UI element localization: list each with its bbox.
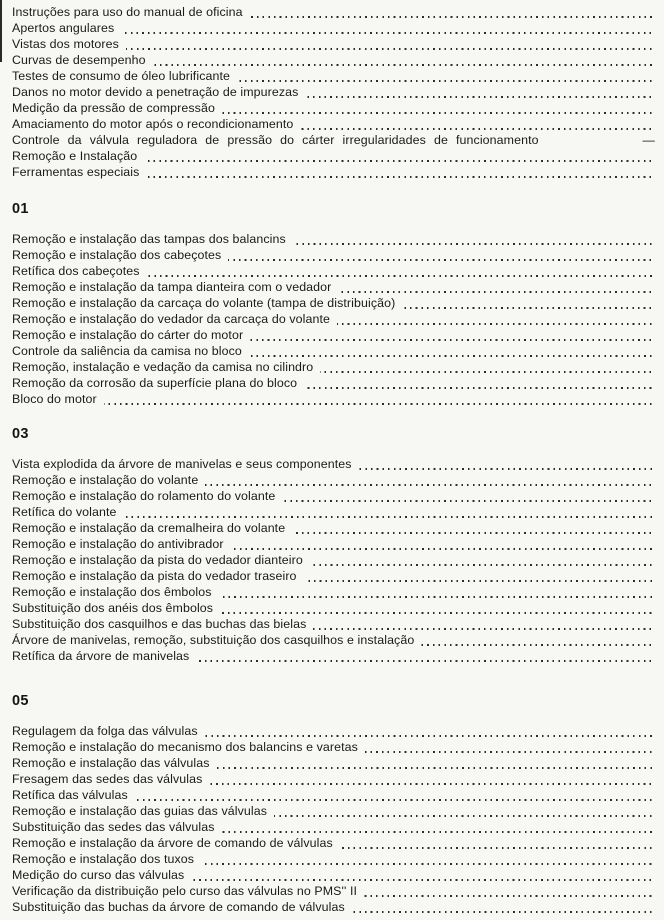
toc-entry [12,569,655,585]
toc-entry-label: Remoção e instalação dos tuxos [12,852,195,866]
toc-entry [12,344,655,360]
dotted-leader [340,847,654,849]
dotted-leader [222,831,654,833]
toc-entry-label: Retífica dos cabeçotes [12,264,140,278]
toc-entry-label: Remoção e instalação do vedador da carcaça do volante [12,312,331,326]
toc-entry [12,633,655,649]
toc-entry [12,521,655,537]
toc-entry-label: Medição do curso das válvulas [12,868,185,882]
toc-entry-label: Remoção e instalação dos cabeçotes [12,248,222,262]
dotted-leader [121,32,654,34]
toc-entry-label: Remoção e instalação da pista do vedador dianteiro [12,553,303,567]
toc-entry-label: Curvas de desempenho [12,53,146,67]
toc-entry-label: Retífica da árvore de manivelas [12,649,190,663]
toc-entry-label: Remoção e instalação das guias das válvulas [12,804,268,818]
toc-entry-label: Remoção e instalação do rolamento do volante [12,489,276,503]
toc-entry-label: Retífica das válvulas [12,788,128,802]
dotted-leader [338,291,654,293]
scan-edge-artifact [0,0,2,62]
toc-entry-label: Vista explodida da árvore de manivelas e seus componentes [12,457,352,471]
toc-entry-label: Ferramentas especiais [12,165,140,179]
toc-entry [12,649,655,665]
toc-entry-label: Controle da saliência da camisa no bloco [12,344,242,358]
toc-entries [12,232,655,408]
toc-entry [12,312,655,328]
dotted-leader [305,96,654,98]
toc-entry-label: Medição da pressão de compressão [12,101,215,115]
toc-entry [12,884,655,900]
toc-entry-label: Vistas dos motores [12,37,119,51]
toc-entry-label: Danos no motor devido a penetração de impurezas [12,85,299,99]
toc-entry-label: Remoção e instalação do antivibrador [12,537,224,551]
toc-entry-label: Remoção e instalação do mecanismo dos balancins e varetas [12,740,358,754]
dotted-leader [300,128,654,130]
toc-entry-label: Apertos angulares [12,21,115,35]
toc-entry [12,117,655,133]
toc-entry [12,601,655,617]
toc-entry-label: Árvore de manivelas, remoção, substituição dos casquilhos e instalação [12,633,415,647]
toc-entry-label: Remoção e instalação da tampa dianteira com o vedador [12,280,332,294]
dotted-leader [196,660,654,662]
toc-entry [12,5,655,21]
toc-entries [12,457,655,665]
toc-entry-label: Verificação da distribuição pelo curso das válvulas no PMS'' II [12,884,358,898]
toc-entry-label: Amaciamento do motor após o recondicionamento [12,117,294,131]
dotted-leader [310,564,654,566]
dotted-leader [220,612,654,614]
toc-entry-label: Remoção e Instalação [12,149,138,163]
dotted-leader [104,403,654,405]
toc-entry-label: Remoção e instalação da pista do vedador traseiro [12,569,297,583]
dotted-leader [219,596,655,598]
toc-entry [12,280,655,296]
toc-entry-label: Bloco do motor [12,392,97,406]
toc-entry [12,392,655,408]
dotted-leader [209,783,654,785]
section-heading-01: 01 [12,201,29,217]
toc-entry [12,360,655,376]
toc-entry [12,473,655,489]
toc-entry-label: Remoção da corrosão da superfície plana do bloco [12,376,298,390]
dotted-leader [191,879,654,881]
toc-entry [12,457,655,473]
toc-entry [12,37,655,53]
dotted-leader [250,339,654,341]
toc-entry-label: Substituição dos casquilhos e das buchas das bielas [12,617,307,631]
table-of-contents [12,5,655,916]
toc-entry [12,804,655,820]
toc-entry [12,328,655,344]
toc-entry [12,740,655,756]
dotted-leader [144,160,654,162]
toc-entry [12,724,655,740]
dotted-leader [153,64,654,66]
toc-entry-label: Substituição das sedes das válvulas [12,820,215,834]
toc-entry [12,537,655,553]
toc-entry-label: Remoção e instalação dos êmbolos [12,585,212,599]
dotted-leader [304,387,654,389]
toc-entry [12,85,655,101]
toc-entry [12,165,655,181]
toc-entry-label: Testes de consumo de óleo lubrificante [12,69,231,83]
toc-entry [12,376,655,392]
toc-entry [12,868,655,884]
toc-entry [12,69,655,85]
dotted-leader [249,355,654,357]
dotted-leader [201,863,654,865]
toc-entry-label: Remoção e instalação da carcaça do volante (tampa de distribuição) [12,296,396,310]
dotted-leader [237,80,654,82]
toc-entry [12,21,655,37]
toc-entry-label: Fresagem das sedes das válvulas [12,772,203,786]
toc-entry [12,505,655,521]
dotted-leader [359,468,654,470]
trailing-dash: — [642,133,655,147]
toc-entry-label: Remoção e instalação da cremalheira do volante [12,521,286,535]
toc-entries [12,724,655,916]
dotted-leader [146,176,654,178]
toc-entry [12,617,655,633]
dotted-leader [292,532,654,534]
toc-entry-label: Retífica do volante [12,505,117,519]
toc-entry [12,248,655,264]
dotted-leader [365,751,654,753]
dotted-leader [217,767,654,769]
toc-entry-label: Remoção, instalação e vedação da camisa no cilindro [12,360,314,374]
toc-entry-label: Controle da válvula reguladora de pressão do cárter irregularidades de funcionamento [12,133,539,147]
toc-entry-label: Instruções para uso do manual de oficina [12,5,243,19]
dotted-leader [126,48,654,50]
section-heading-05: 05 [12,693,29,709]
toc-section-01 [12,200,655,408]
toc-entry [12,53,655,69]
dotted-leader [352,911,654,913]
dotted-leader [147,275,654,277]
toc-entry [12,836,655,852]
dotted-leader [135,799,654,801]
toc-entry [12,149,655,165]
toc-entry-label: Remoção e instalação do cárter do motor [12,328,244,342]
toc-entry [12,101,655,117]
toc-entry [12,820,655,836]
toc-entry [12,900,655,916]
dotted-leader [293,243,654,245]
toc-entry [12,489,655,505]
toc-entry-label: Substituição das buchas da árvore de comando de válvulas [12,900,345,914]
dotted-leader [124,516,654,518]
dotted-leader [320,371,654,373]
dotted-leader [402,307,654,309]
toc-section-03 [12,425,655,665]
toc-entry [12,772,655,788]
dotted-leader [337,323,654,325]
toc-entry [12,232,655,248]
toc-entry-label: Remoção e instalação da árvore de comando de válvulas [12,836,333,850]
toc-entry [12,296,655,312]
dotted-leader [231,548,654,550]
toc-entry-label: Remoção e instalação do volante [12,473,199,487]
dotted-leader [205,484,654,486]
toc-entry [12,553,655,569]
toc-entry-label: Substituição dos anéis dos êmbolos [12,601,214,615]
toc-entry [12,852,655,868]
dotted-leader [274,815,654,817]
toc-entry-label: Regulagem da folga das válvulas [12,724,198,738]
dotted-leader [313,628,654,630]
dotted-leader [421,644,654,646]
toc-section-05 [12,692,655,916]
section-heading-03: 03 [12,426,29,442]
toc-entry [12,756,655,772]
dotted-leader [364,895,654,897]
dotted-leader [304,580,654,582]
toc-entry-label: Remoção e instalação das válvulas [12,756,210,770]
toc-entry [12,585,655,601]
toc-entry [12,788,655,804]
dotted-leader [282,500,654,502]
toc-entry [12,264,655,280]
dotted-leader [222,112,654,114]
toc-section-intro [12,5,655,181]
toc-entries [12,5,655,181]
dotted-leader [228,259,654,261]
dotted-leader [205,735,654,737]
dotted-leader [250,16,654,18]
toc-entry [12,133,655,149]
toc-entry-label: Remoção e instalação das tampas dos balancins [12,232,286,246]
